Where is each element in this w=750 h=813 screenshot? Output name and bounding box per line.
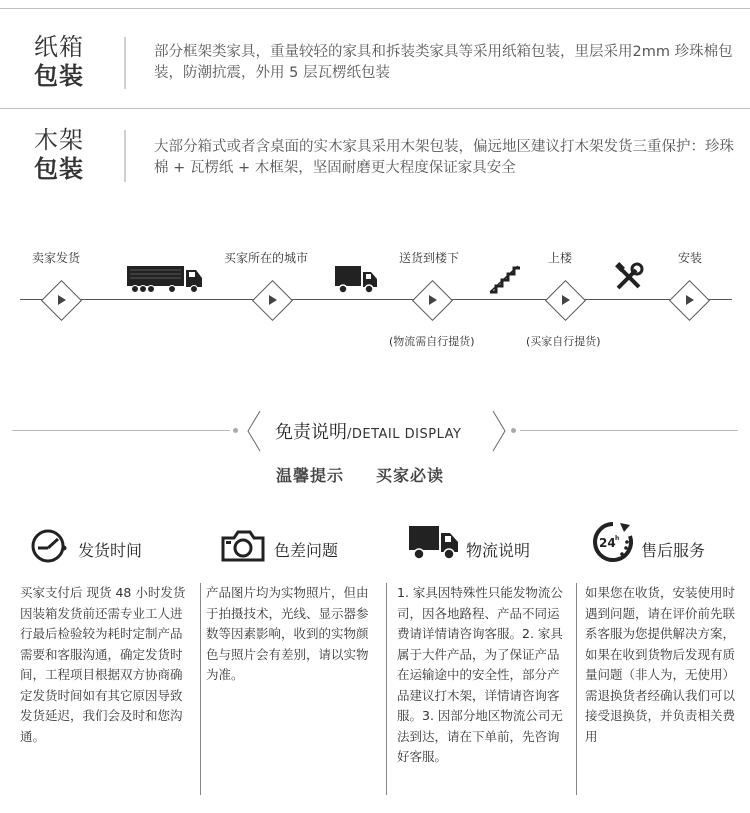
wood-title-line1: 木架 bbox=[34, 126, 84, 154]
play-icon-2 bbox=[269, 295, 277, 305]
truck-icon bbox=[408, 524, 460, 560]
column-title-color-difference: 色差问题 bbox=[274, 541, 339, 560]
flow-step-install: 安装 bbox=[678, 251, 703, 265]
disclaimer-line-right bbox=[520, 430, 738, 431]
column-text-logistics: 1. 家具因特殊性只能发物流公司，因各地路程、产品不同运费请详情请咨询客服。2. 家具属于大件产品，为了保证产品在运输途中的安全性，部分产品建议打木架，详情请咨询客服。3. 因部分地区物流公司无法到达，请在下单前，先咨询好客服。 bbox=[397, 585, 563, 764]
column-separator-1 bbox=[200, 583, 201, 795]
tips-left: 温馨提示 bbox=[276, 466, 345, 485]
column-separator-2 bbox=[386, 583, 387, 795]
tips-right: 买家必读 bbox=[376, 466, 445, 485]
column-separator-3 bbox=[576, 583, 577, 795]
semi-truck-icon bbox=[126, 264, 204, 294]
disclaimer-dot-right bbox=[511, 428, 516, 433]
play-icon-5 bbox=[686, 295, 694, 305]
wood-packaging-text: 大部分箱式或者含桌面的实木家具采用木架包装，偏远地区建议打木架发货三重保护：珍珠棉 + 瓦楞纸 + 木框架，坚固耐磨更大程度保证家具安全 bbox=[154, 139, 734, 176]
column-text-shipping-time: 买家支付后 现货 48 小时发货 因装箱发货前还需专业工人进行最后检验较为耗时定制产品需要和客服沟通，确定发货时间，工程项目根据双方协商确定发货时间如有其它原因导致发货延迟，我们会及时和您沟通。 bbox=[20, 585, 186, 744]
column-text-color-difference: 产品图片均为实物照片，但由于拍摄技术，光线、显示器参数等因素影响，收到的实物颜色与照片会有差别，请以实物为准。 bbox=[206, 585, 369, 682]
stairs-icon bbox=[488, 264, 522, 294]
flow-line bbox=[20, 299, 732, 300]
column-title-shipping-time: 发货时间 bbox=[78, 541, 143, 560]
play-icon-3 bbox=[429, 295, 437, 305]
flow-note-logistics: (物流需自行提货) bbox=[389, 335, 475, 348]
flow-step-upstairs: 上楼 bbox=[548, 251, 573, 265]
carton-title-line2: 包装 bbox=[34, 62, 84, 90]
24h-icon bbox=[590, 520, 636, 564]
column-title-after-sales: 售后服务 bbox=[641, 541, 706, 560]
disclaimer-title bbox=[275, 418, 461, 444]
disclaimer-title-en: /DETAIL DISPLAY bbox=[347, 427, 462, 442]
section-divider bbox=[0, 108, 750, 109]
flow-step-downstairs: 送货到楼下 bbox=[399, 251, 460, 265]
play-icon-4 bbox=[562, 295, 570, 305]
svg-text:24: 24 bbox=[599, 536, 616, 550]
top-divider bbox=[0, 8, 750, 9]
tools-icon bbox=[614, 262, 644, 292]
delivery-truck-icon bbox=[334, 264, 378, 294]
flow-step-seller-ships: 卖家发货 bbox=[32, 251, 81, 265]
svg-text:h: h bbox=[615, 535, 620, 542]
disclaimer-line-left bbox=[12, 430, 230, 431]
wood-vertical-bar bbox=[124, 130, 126, 182]
carton-packaging-title bbox=[34, 33, 84, 91]
flow-step-buyer-city: 买家所在的城市 bbox=[224, 251, 309, 265]
clock-icon bbox=[30, 526, 70, 566]
camera-icon bbox=[220, 530, 266, 562]
disclaimer-dot-left bbox=[233, 428, 238, 433]
carton-packaging-text: 部分框架类家具，重量较轻的家具和拆装类家具等采用纸箱包装，里层采用2mm 珍珠棉包装，防潮抗震，外用 5 层瓦楞纸包装 bbox=[154, 44, 733, 81]
play-icon-1 bbox=[58, 295, 66, 305]
carton-title-line1: 纸箱 bbox=[34, 33, 84, 61]
column-title-logistics: 物流说明 bbox=[466, 541, 531, 560]
disclaimer-bracket-left bbox=[246, 410, 262, 452]
flow-note-buyer-pickup: (买家自行提货) bbox=[526, 335, 601, 348]
wood-packaging-title bbox=[34, 126, 84, 184]
disclaimer-bracket-right bbox=[491, 410, 507, 452]
carton-vertical-bar bbox=[124, 37, 126, 89]
column-text-after-sales: 如果您在收货，安装使用时遇到问题，请在评价前先联系客服为您提供解决方案，如果在收到货物后发现有质量问题（非人为，无使用）需退换货者经确认我们可以接受退换货，并负责相关费用 bbox=[585, 585, 736, 744]
wood-title-line2: 包装 bbox=[34, 155, 84, 183]
disclaimer-title-cn: 免责说明 bbox=[275, 422, 347, 443]
